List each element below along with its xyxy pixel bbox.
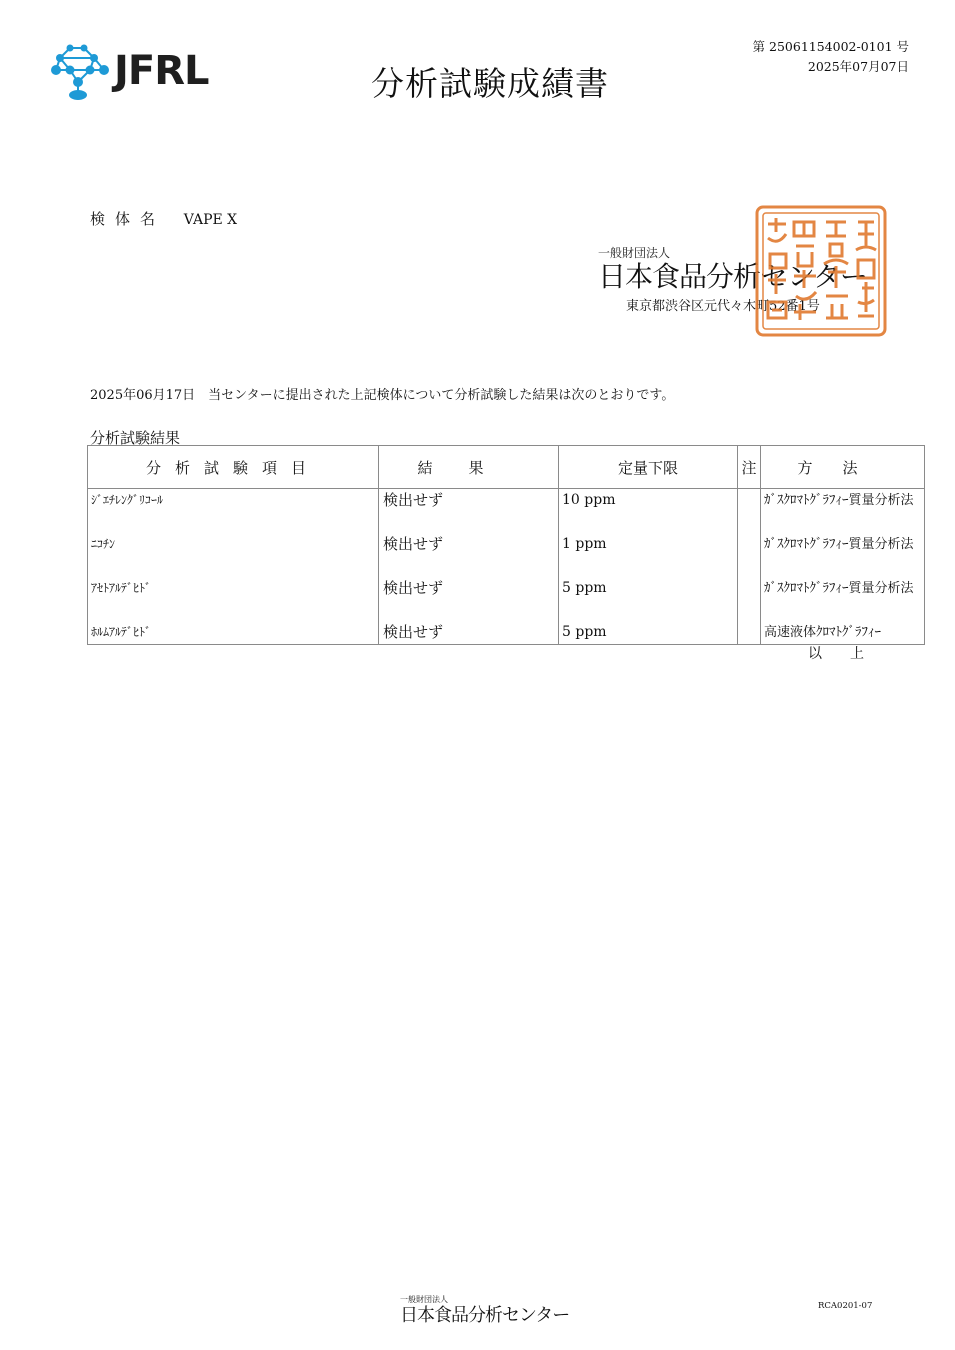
column-header-item: 分析試験項目: [88, 446, 379, 489]
table-row: [88, 533, 925, 577]
footer-issuer-type: 一般財団法人: [400, 1295, 448, 1304]
cell-method: ｶﾞｽｸﾛﾏﾄｸﾞﾗﾌｨｰ質量分析法: [761, 489, 925, 534]
cell-method: 高速液体ｸﾛﾏﾄｸﾞﾗﾌｨｰ: [761, 621, 925, 645]
cell-method: ｶﾞｽｸﾛﾏﾄｸﾞﾗﾌｨｰ質量分析法: [761, 533, 925, 577]
column-header-limit: 定量下限: [559, 446, 738, 489]
seal-icon: [754, 204, 888, 338]
cell-note: [738, 577, 761, 621]
footer-issuer-name: 日本食品分析センター: [400, 1305, 570, 1326]
issuer-type: 一般財団法人: [598, 246, 671, 260]
table-header-row: [88, 446, 925, 489]
table-row: [88, 489, 925, 534]
intro-statement: 2025年06月17日 当センターに提出された上記検体について分析試験した結果は次のとおりです。: [90, 388, 675, 403]
cell-note: [738, 533, 761, 577]
column-header-note: 注: [738, 446, 761, 489]
cell-method: ｶﾞｽｸﾛﾏﾄｸﾞﾗﾌｨｰ質量分析法: [761, 577, 925, 621]
footer-logo: [400, 1294, 569, 1327]
cell-item: ﾎﾙﾑｱﾙﾃﾞﾋﾄﾞ: [88, 621, 379, 645]
sample-name-label: 検体名: [90, 210, 166, 228]
results-heading: 分析試験結果: [90, 429, 181, 447]
report-date: 2025年07月07日: [807, 59, 909, 74]
sample-name-line: [90, 208, 237, 229]
cell-item: ｼﾞｴﾁﾚﾝｸﾞﾘｺｰﾙ: [88, 489, 379, 534]
table-row: [88, 621, 925, 645]
cell-note: [738, 621, 761, 645]
report-number: 第 25061154002-0101 号: [752, 39, 909, 54]
cell-result: 検出せず: [379, 621, 559, 645]
issuer-address: 東京都渋谷区元代々木町52番1号: [626, 299, 820, 314]
column-header-method-text: 方法: [797, 458, 888, 477]
cell-result: 検出せず: [379, 533, 559, 577]
form-code: RCA0201-07: [818, 1301, 873, 1311]
cell-note: [738, 489, 761, 534]
issuer-name: 日本食品分析センター: [598, 260, 867, 293]
table-row: [88, 577, 925, 621]
cell-limit: 10 ppm: [559, 489, 738, 534]
document-title: 分析試験成績書: [371, 64, 609, 103]
cell-limit: 5 ppm: [559, 621, 738, 645]
cell-result: 検出せず: [379, 577, 559, 621]
end-mark: 以上: [808, 646, 892, 662]
cell-result: 検出せず: [379, 489, 559, 534]
official-seal-stamp: [754, 204, 888, 338]
cell-item: ｱｾﾄｱﾙﾃﾞﾋﾄﾞ: [88, 577, 379, 621]
cell-limit: 5 ppm: [559, 577, 738, 621]
cell-limit: 1 ppm: [559, 533, 738, 577]
logo-wordmark: JFRL: [114, 48, 209, 94]
column-header-result: [379, 446, 559, 489]
cell-item: ﾆｺﾁﾝ: [88, 533, 379, 577]
report-meta: [753, 37, 909, 77]
sample-name-value: VAPE X: [183, 212, 238, 228]
column-header-result-text: 結果: [417, 458, 520, 477]
column-header-method: [761, 446, 925, 489]
results-table: [87, 445, 925, 645]
